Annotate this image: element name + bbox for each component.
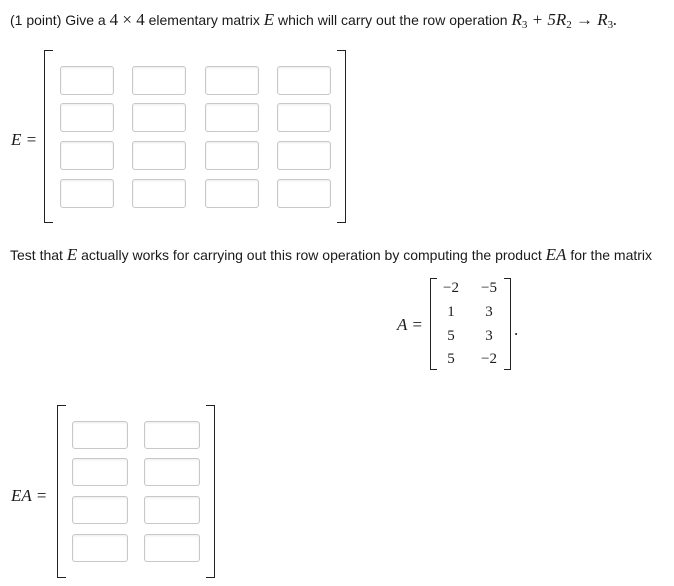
a-matrix-value-r2-c1: 1 [447, 304, 455, 320]
a-matrix-right-bracket [504, 278, 511, 370]
e-matrix-input-r2-c2[interactable] [132, 103, 186, 132]
e-matrix-label: E = [11, 130, 38, 149]
e-matrix-input-r2-c1[interactable] [60, 103, 114, 132]
problem-text-after: which will carry out the row operation [278, 12, 508, 28]
test-product: EA [545, 245, 567, 264]
a-matrix-value-r1-c2: −5 [481, 280, 497, 296]
e-matrix-input-r1-c3[interactable] [205, 66, 259, 95]
ea-matrix-left-bracket [57, 405, 66, 578]
ea-matrix-input-r4-c1[interactable] [72, 534, 128, 562]
e-matrix-input-r3-c4[interactable] [277, 141, 331, 170]
test-matrix-name: E [66, 245, 78, 264]
points-label: (1 point) [10, 12, 62, 28]
test-text-middle: actually works for carrying out this row operation by computing the product [81, 247, 542, 263]
ea-matrix-input-r2-c1[interactable] [72, 458, 128, 486]
a-matrix-value-r3-c2: 3 [485, 328, 493, 344]
e-matrix-input-r4-c4[interactable] [277, 179, 331, 208]
a-matrix-period: . [514, 320, 519, 339]
problem-text-middle: elementary matrix [148, 12, 260, 28]
ea-matrix-input-r1-c2[interactable] [144, 421, 200, 449]
e-matrix-input-r3-c2[interactable] [132, 141, 186, 170]
e-matrix-input-r1-c4[interactable] [277, 66, 331, 95]
test-statement [10, 245, 652, 265]
a-matrix-label: A = [397, 315, 423, 334]
ea-matrix-input-r3-c2[interactable] [144, 496, 200, 524]
problem-statement [10, 10, 617, 35]
e-matrix-input-r2-c3[interactable] [205, 103, 259, 132]
ea-matrix-input-r4-c2[interactable] [144, 534, 200, 562]
matrix-size: 4 × 4 [109, 10, 145, 29]
a-matrix-value-r4-c1: 5 [447, 351, 455, 367]
problem-text-before: Give a [65, 12, 106, 28]
test-text-before: Test that [10, 247, 63, 263]
e-matrix-input-r2-c4[interactable] [277, 103, 331, 132]
e-matrix-right-bracket [337, 50, 346, 223]
ea-matrix-label: EA = [11, 486, 48, 505]
ea-matrix-input-r2-c2[interactable] [144, 458, 200, 486]
a-matrix-value-r4-c2: −2 [481, 351, 497, 367]
e-matrix-left-bracket [44, 50, 53, 223]
e-matrix-input-r4-c3[interactable] [205, 179, 259, 208]
a-matrix-value-r3-c1: 5 [447, 328, 455, 344]
e-matrix-input-r4-c1[interactable] [60, 179, 114, 208]
e-matrix-input-r1-c1[interactable] [60, 66, 114, 95]
e-matrix-input-r4-c2[interactable] [132, 179, 186, 208]
e-matrix-input-r3-c3[interactable] [205, 141, 259, 170]
ea-matrix-right-bracket [206, 405, 215, 578]
a-matrix-value-r2-c2: 3 [485, 304, 493, 320]
e-matrix-input-r3-c1[interactable] [60, 141, 114, 170]
test-text-after: for the matrix [570, 247, 653, 263]
matrix-name-e: E [263, 10, 275, 29]
e-matrix-input-r1-c2[interactable] [132, 66, 186, 95]
ea-matrix-input-r3-c1[interactable] [72, 496, 128, 524]
row-operation: $R_3 + 5R_2 \to R_3$. [511, 10, 618, 31]
ea-matrix-input-r1-c1[interactable] [72, 421, 128, 449]
a-matrix-value-r1-c1: −2 [443, 280, 459, 296]
